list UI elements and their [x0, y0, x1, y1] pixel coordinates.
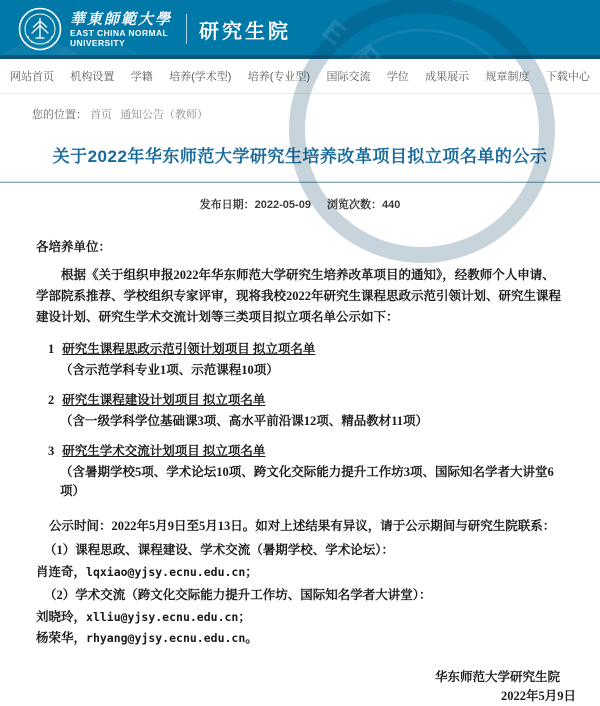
breadcrumb-link[interactable]: 通知公告（教师）	[120, 109, 209, 121]
nav-item[interactable]: 成果展示	[425, 71, 470, 83]
svg-text:E: E	[315, 13, 352, 52]
banner-divider	[186, 14, 187, 44]
breadcrumb-label: 您的位置：	[32, 109, 87, 121]
list-number: 1	[48, 342, 55, 356]
breadcrumb-link[interactable]: 首页	[90, 109, 113, 121]
university-seal-icon[interactable]	[18, 7, 62, 51]
paragraph-contact-head: （1）课程思政、课程建设、学术交流（暑期学校、学术论坛）：	[44, 543, 395, 557]
nav-item[interactable]: 规章制度	[485, 71, 530, 83]
paragraph-list-sub: （含一级学科学位基础课3项、高水平前沿课12项、精品教材11项）	[60, 414, 429, 428]
paragraph-list-head	[48, 340, 566, 359]
page-title: 关于2022年华东师范大学研究生培养改革项目拟立项名单的公示	[52, 147, 548, 166]
paragraph-list-head	[48, 442, 566, 461]
contact-name: 杨荣华，	[36, 631, 87, 645]
paragraph-contact	[36, 563, 566, 582]
views-value: 440	[381, 199, 401, 211]
nav-item[interactable]: 培养(专业型)	[247, 71, 311, 83]
nav-item[interactable]: 学位	[386, 71, 409, 83]
attachment-link[interactable]: 研究生课程思政示范引领计划项目 拟立项名单	[62, 342, 316, 356]
views-label: 浏览次数：	[326, 199, 382, 211]
nav-item[interactable]: 国际交流	[326, 71, 371, 83]
article-body	[0, 212, 600, 648]
paragraph-indent: 根据《关于组织申报2022年华东师范大学研究生培养改革项目的通知》，经教师个人申请、学部院系推荐、学校组织专家评审，现将我校2022年研究生课程思政示范引领计划、研究生课程建设计划、研究生学术交流计划等三类项目拟立项名单公示如下：	[36, 268, 562, 324]
university-name-en-line2: UNIVERSITY	[70, 37, 126, 48]
contact-tail: ；	[238, 610, 251, 624]
signature-block	[0, 668, 600, 706]
svg-text:R: R	[349, 39, 388, 79]
contact-email: xlliu@yjsy.ecnu.edu.cn	[86, 610, 239, 624]
nav-item[interactable]: 学籍	[130, 71, 153, 83]
paragraph-list-sub: （含示范学科专业1项、示范课程10项）	[60, 363, 279, 377]
contact-tail: 。	[245, 631, 258, 645]
nav-item[interactable]: 培养(学术型)	[169, 71, 232, 83]
nav-item[interactable]: 下载中心	[545, 71, 590, 83]
logo-group	[18, 7, 291, 51]
breadcrumb-links	[90, 109, 216, 121]
publish-date-label: 发布日期：	[199, 199, 255, 211]
attachment-link[interactable]: 研究生学术交流计划项目 拟立项名单	[62, 444, 266, 458]
paragraph-list-sub: （含暑期学校5项、学术论坛10项、跨文化交际能力提升工作坊3项、国际知名学者大讲堂6项）	[60, 465, 554, 498]
contact-email: lqxiao@yjsy.ecnu.edu.cn	[86, 565, 246, 579]
attachment-link[interactable]: 研究生课程建设计划项目 拟立项名单	[62, 393, 266, 407]
contact-email: rhyang@yjsy.ecnu.edu.cn	[86, 631, 246, 645]
paragraph-salutation: 各培养单位：	[36, 240, 112, 254]
paragraph-notice: 公示时间：2022年5月9日至5月13日。如对上述结果有异议，请于公示期间与研究生院联系：	[49, 519, 556, 533]
paragraph-list-head	[48, 391, 566, 410]
signature-date: 2022年5月9日	[500, 689, 576, 703]
university-name-en-line1: EAST CHINA NORMAL	[70, 27, 169, 38]
paragraph-contact-head: （2）学术交流（跨文化交际能力提升工作坊、国际知名学者大讲堂）：	[44, 588, 432, 602]
contact-tail: ；	[245, 565, 258, 579]
site-name: 研究生院	[199, 20, 292, 43]
publish-date-value: 2022-05-09	[254, 199, 311, 211]
nav-item[interactable]: 网站首页	[10, 71, 54, 83]
list-number: 3	[48, 444, 55, 458]
university-name-cn: 華東師範大學	[70, 9, 173, 28]
university-names	[70, 11, 172, 48]
signature-org: 华东师范大学研究生院	[434, 670, 560, 684]
paragraph-contact	[36, 608, 566, 627]
nav-item[interactable]: 机构设置	[70, 71, 115, 83]
list-number: 2	[48, 393, 55, 407]
contact-name: 刘晓玲，	[36, 610, 87, 624]
contact-name: 肖连奇，	[36, 565, 87, 579]
paragraph-contact	[36, 629, 566, 648]
university-name-en	[70, 28, 172, 48]
